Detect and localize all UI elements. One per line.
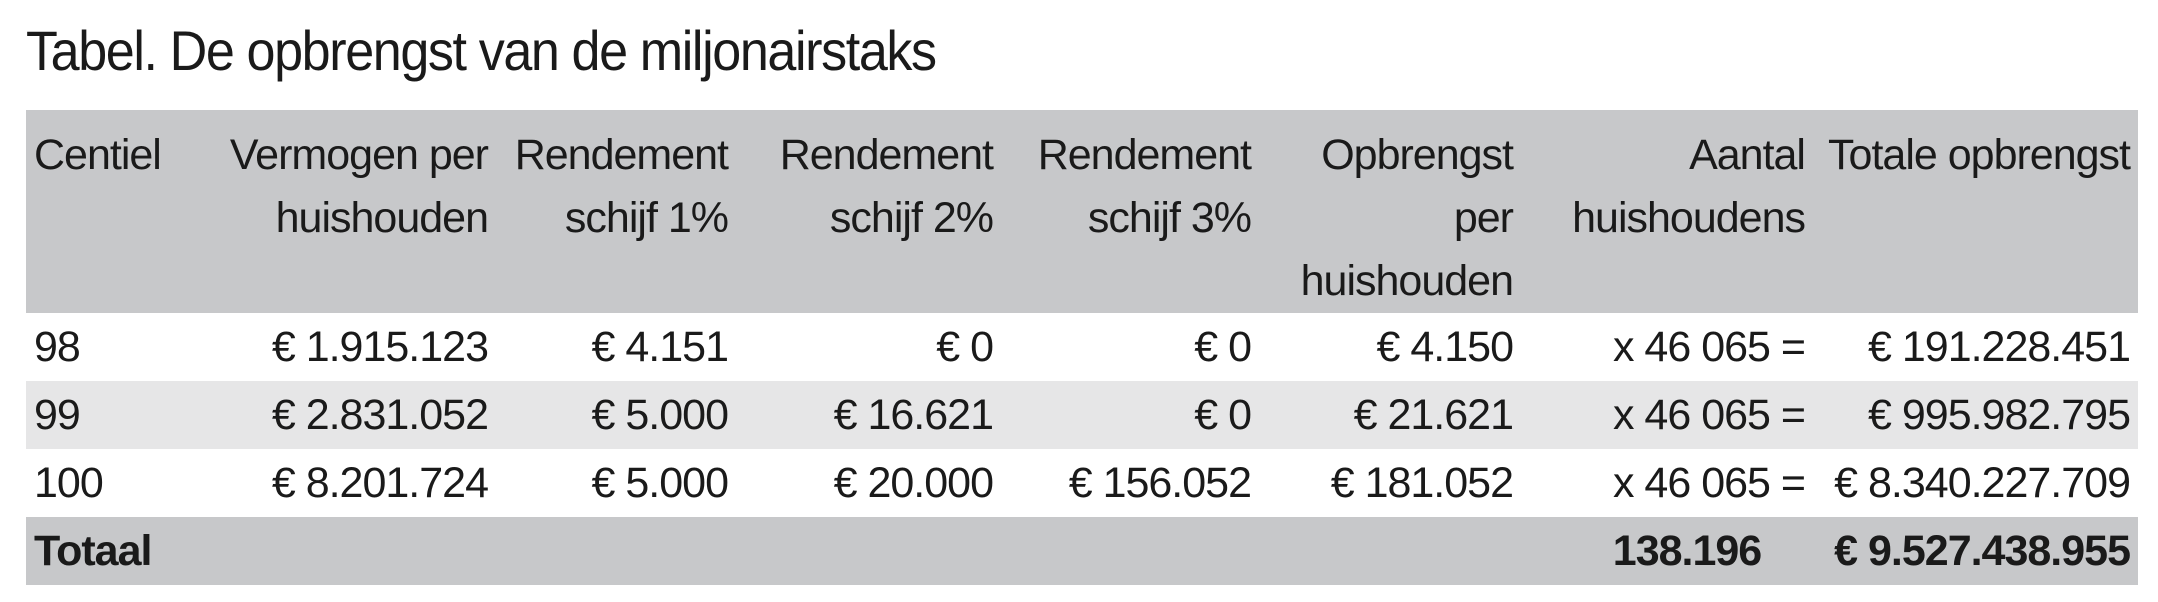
- cell-centile: 99: [34, 391, 80, 439]
- cell-centile: 98: [34, 323, 80, 371]
- cell-wealth: € 8.201.724: [271, 459, 488, 507]
- cell-wealth: € 2.831.052: [271, 391, 488, 439]
- table-row: [26, 449, 2138, 517]
- cell-bracket-1: € 5.000: [591, 391, 728, 439]
- total-label: Totaal: [34, 527, 152, 575]
- column-header-total-revenue: Totale opbrengst: [1828, 131, 2130, 179]
- cell-bracket-3: € 0: [1194, 323, 1251, 371]
- cell-bracket-2: € 20.000: [833, 459, 993, 507]
- column-header-households: Aantal huishoudens: [1572, 131, 1805, 242]
- column-header-revenue-per-household: Opbrengst per huishouden: [1300, 131, 1513, 305]
- header-row: [26, 110, 2138, 313]
- tax-revenue-table: [26, 110, 2138, 585]
- column-header-bracket-2: Rendement schijf 2%: [779, 131, 993, 242]
- column-header-bracket-3: Rendement schijf 3%: [1037, 131, 1251, 242]
- total-revenue: € 9.527.438.955: [1834, 527, 2130, 575]
- cell-revenue-per-household: € 4.150: [1376, 323, 1513, 371]
- cell-centile: 100: [34, 459, 103, 507]
- cell-bracket-2: € 0: [936, 323, 993, 371]
- cell-total-revenue: € 191.228.451: [1868, 323, 2130, 371]
- column-header-bracket-1: Rendement schijf 1%: [514, 131, 728, 242]
- cell-bracket-1: € 4.151: [591, 323, 728, 371]
- cell-bracket-3: € 0: [1194, 391, 1251, 439]
- table-row: [26, 313, 2138, 381]
- cell-bracket-3: € 156.052: [1068, 459, 1251, 507]
- cell-total-revenue: € 8.340.227.709: [1834, 459, 2130, 507]
- cell-wealth: € 1.915.123: [271, 323, 488, 371]
- cell-revenue-per-household: € 181.052: [1330, 459, 1513, 507]
- cell-total-revenue: € 995.982.795: [1868, 391, 2130, 439]
- cell-households: x 46 065 =: [1612, 459, 1805, 507]
- table-row: [26, 381, 2138, 449]
- cell-bracket-2: € 16.621: [833, 391, 993, 439]
- cell-bracket-1: € 5.000: [591, 459, 728, 507]
- cell-households: x 46 065 =: [1612, 323, 1805, 371]
- total-row: [26, 517, 2138, 585]
- cell-revenue-per-household: € 21.621: [1353, 391, 1513, 439]
- column-header-centile: Centiel: [34, 131, 161, 179]
- table-title: Tabel. De opbrengst van de miljonairstaks: [26, 19, 936, 82]
- cell-households: x 46 065 =: [1612, 391, 1805, 439]
- total-households: 138.196: [1612, 527, 1762, 575]
- column-header-wealth: Vermogen per huishouden: [229, 131, 488, 242]
